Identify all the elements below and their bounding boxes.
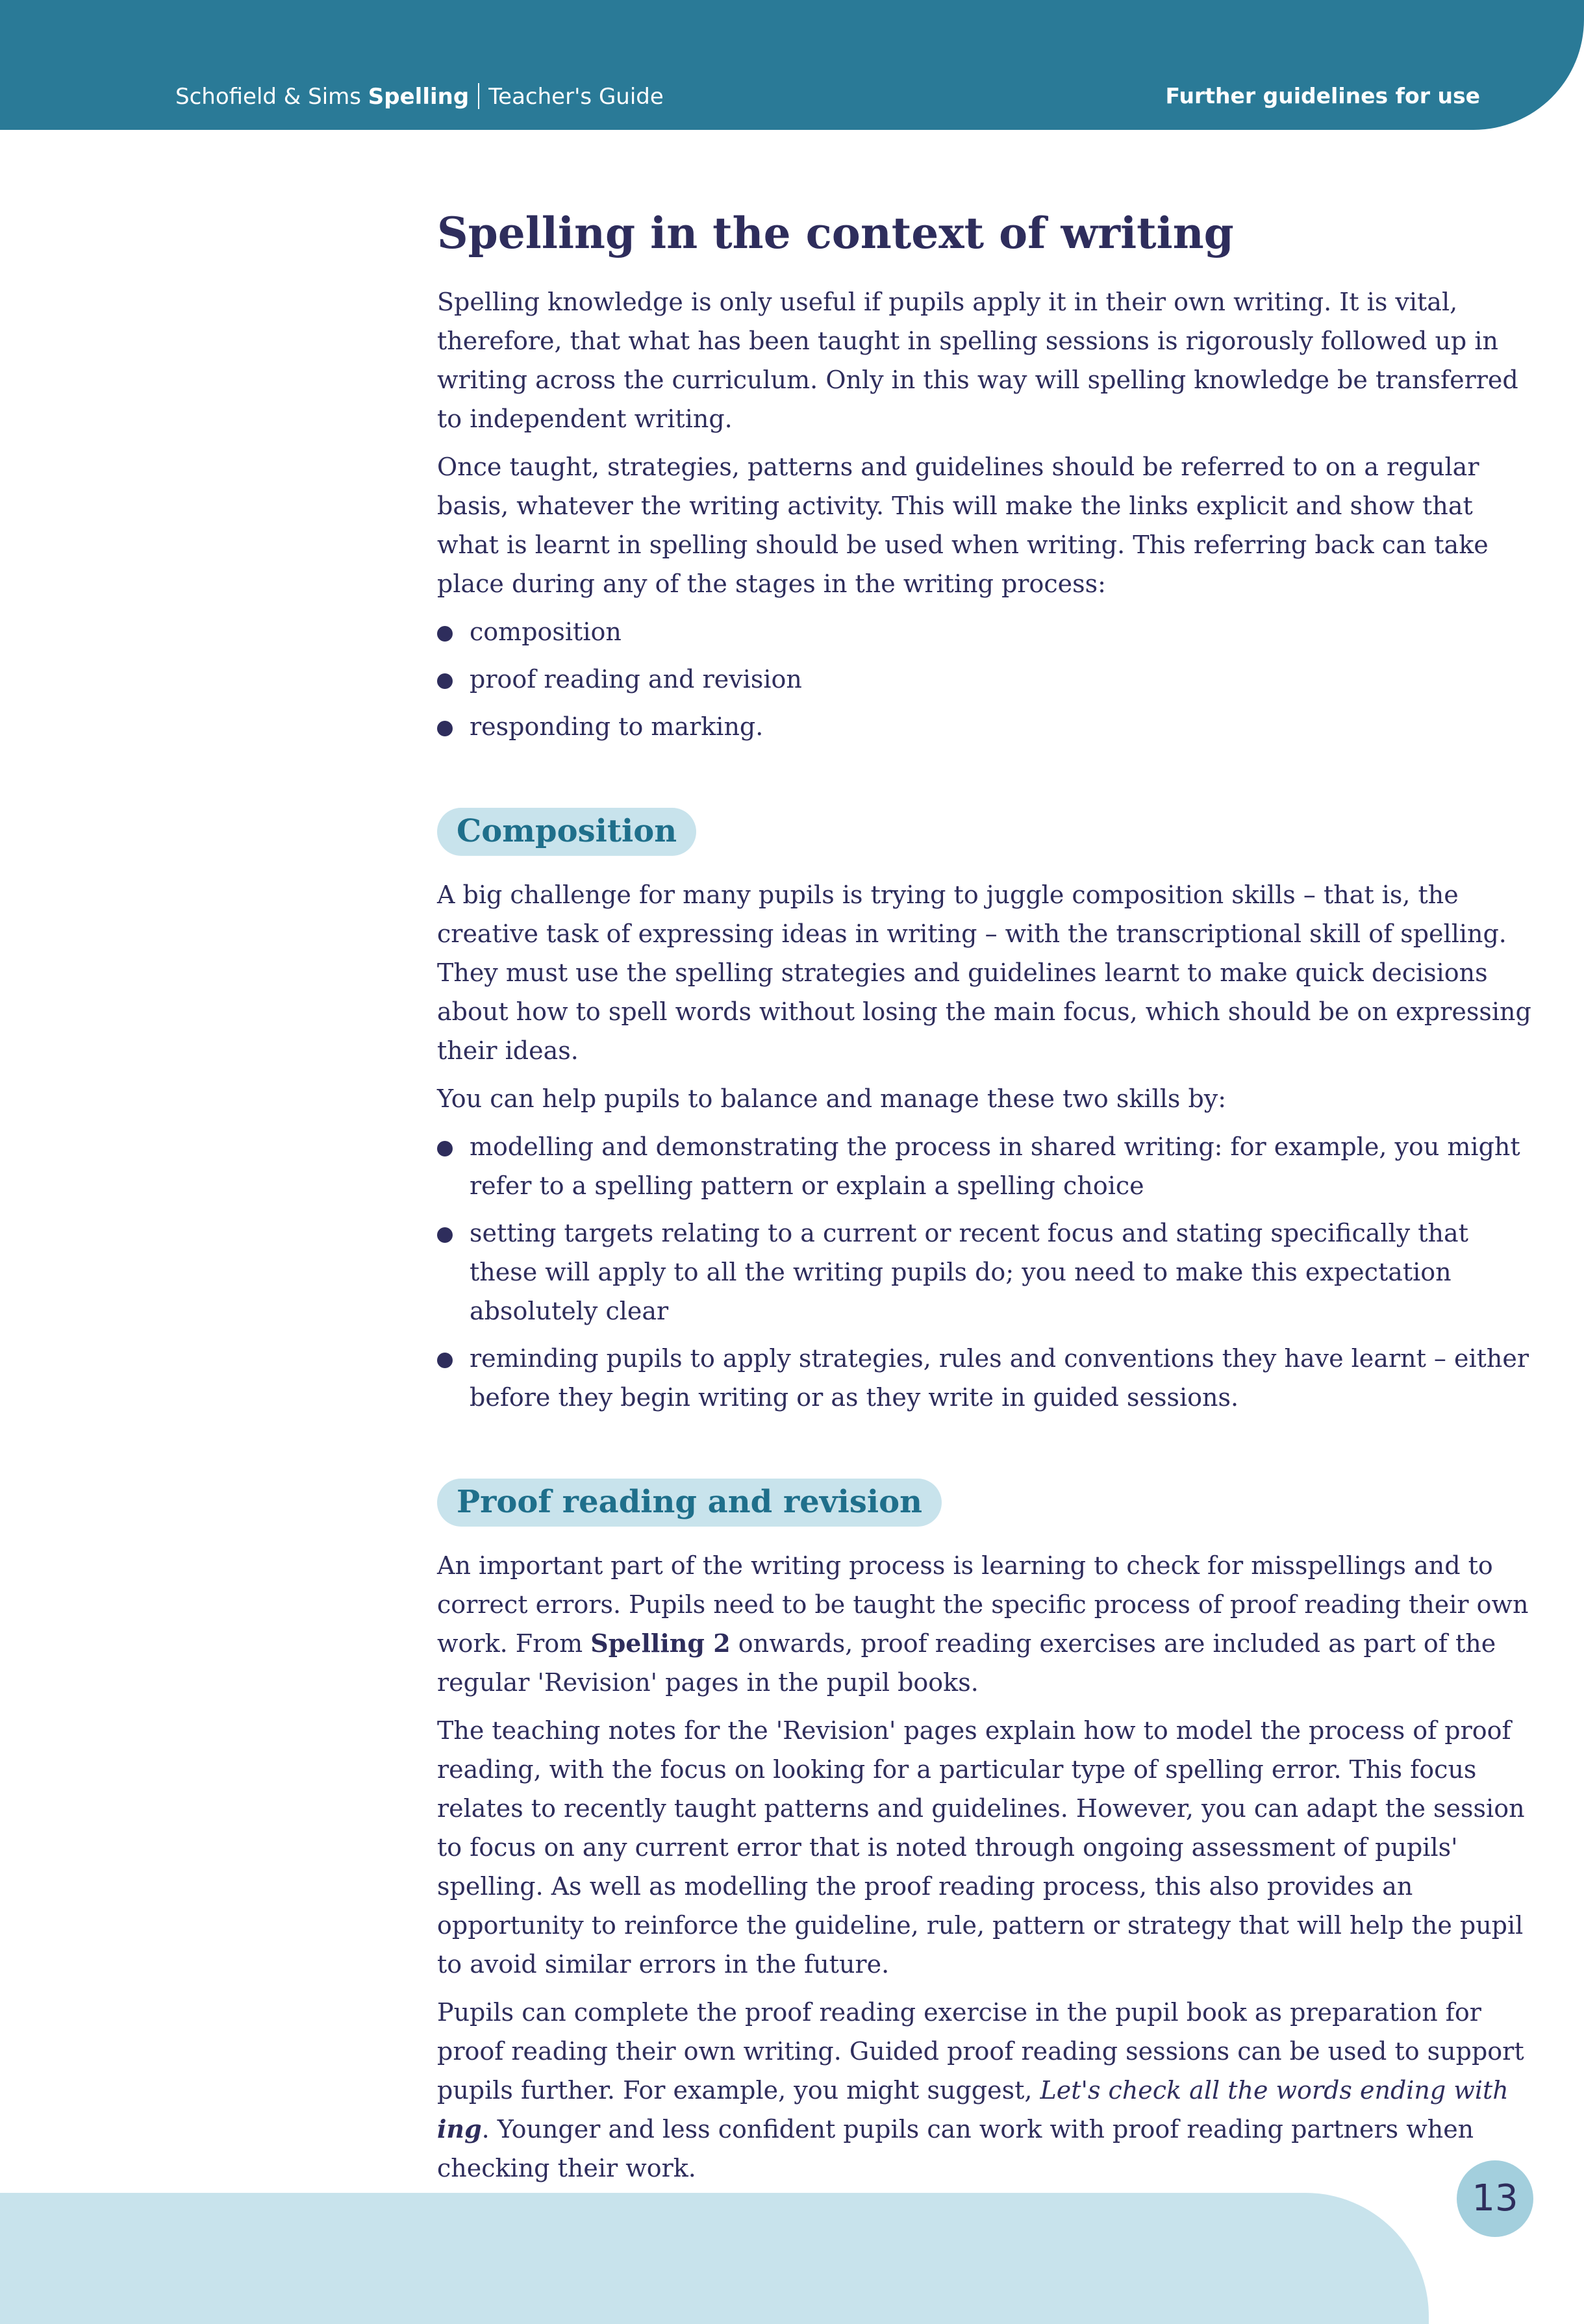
page-number: 13	[1457, 2160, 1533, 2237]
list-item: modelling and demonstrating the process in shared writing: for example, you might refer to a spelling pattern or explain a spelling choice	[437, 1127, 1541, 1205]
page-header	[0, 0, 1584, 130]
bullet-icon	[437, 626, 453, 642]
header-section-title: Further guidelines for use	[1165, 83, 1480, 108]
spelling-2-title: Spelling 2	[590, 1629, 731, 1658]
bullet-icon	[437, 721, 453, 736]
list-item: setting targets relating to a current or recent focus and stating specifically that these will apply to all the writing pupils do; you need to make this expectation absolutely clear	[437, 1214, 1541, 1331]
header-guide: Teacher's Guide	[488, 84, 664, 110]
proof-paragraph-3: Pupils can complete the proof reading exercise in the pupil book as preparation for proof reading their own writing. Guided proof reading sessions can be used to support pupils further. For example, you might suggest, Let's check all the words ending with ing. Younger and less confident pupils can work with proof reading partners when checking their work.	[437, 1998, 1524, 2183]
list-item: composition	[437, 612, 1541, 651]
list-item: responding to marking.	[437, 707, 1541, 746]
bullet-icon	[437, 1227, 453, 1243]
proof-reading-heading: Proof reading and revision	[437, 1479, 942, 1527]
header-publisher: Schofield & Sims	[175, 84, 368, 110]
composition-paragraph-1: A big challenge for many pupils is trying to juggle composition skills – that is, the creative task of expressing ideas in writing – with the transcriptional skill of spelling. They must use the spelling strategies and guidelines learnt to make quick decisions about how to spell words without losing the main focus, which should be on expressing their ideas.	[437, 881, 1531, 1066]
intro-paragraph-1: Spelling knowledge is only useful if pupils apply it in their own writing. It is vital, therefore, that what has been taught in spelling sessions is rigorously followed up in writing across the curriculum. Only in this way will spelling knowledge be transferred to independent writing.	[437, 288, 1518, 434]
bullet-icon	[437, 673, 453, 689]
composition-heading: Composition	[437, 808, 696, 856]
proof-paragraph-1: An important part of the writing process is learning to check for misspellings and to correct errors. Pupils need to be taught the specific process of proof reading their own work. From Spelling 2 onwards, proof reading exercises are included as part of the regular 'Revision' pages in the pupil books.	[437, 1551, 1529, 1697]
composition-list	[437, 1127, 1541, 1417]
intro-paragraph-2: Once taught, strategies, patterns and guidelines should be referred to on a regular basis, whatever the writing activity. This will make the links explicit and show that what is learnt in spelling should be used when writing. This referring back can take place during any of the stages in the writing process:	[437, 453, 1489, 599]
footer-band	[0, 2193, 1429, 2324]
composition-paragraph-2: You can help pupils to balance and manage these two skills by:	[437, 1084, 1227, 1114]
header-series: Spelling	[368, 84, 470, 110]
page-title: Spelling in the context of writing	[437, 208, 1234, 258]
bullet-icon	[437, 1353, 453, 1368]
proof-paragraph-2: The teaching notes for the 'Revision' pages explain how to model the process of proof reading, with the focus on looking for a particular type of spelling error. This focus relates to recently taught patterns and guidelines. However, you can adapt the session to focus on any current error that is noted through ongoing assessment of pupils' spelling. As well as modelling the proof reading process, this also provides an opportunity to reinforce the guideline, rule, pattern or strategy that will help the pupil to avoid similar errors in the future.	[437, 1716, 1525, 1979]
header-publisher-line	[175, 83, 664, 110]
bullet-icon	[437, 1141, 453, 1156]
stages-list	[437, 612, 1541, 746]
example-prompt: Let's check all the words ending with ing	[437, 2076, 1509, 2144]
page-content	[437, 208, 1541, 2197]
list-item: reminding pupils to apply strategies, rules and conventions they have learnt – either before they begin writing or as they write in guided sessions.	[437, 1339, 1541, 1417]
list-item: proof reading and revision	[437, 660, 1541, 699]
header-divider	[478, 83, 479, 109]
